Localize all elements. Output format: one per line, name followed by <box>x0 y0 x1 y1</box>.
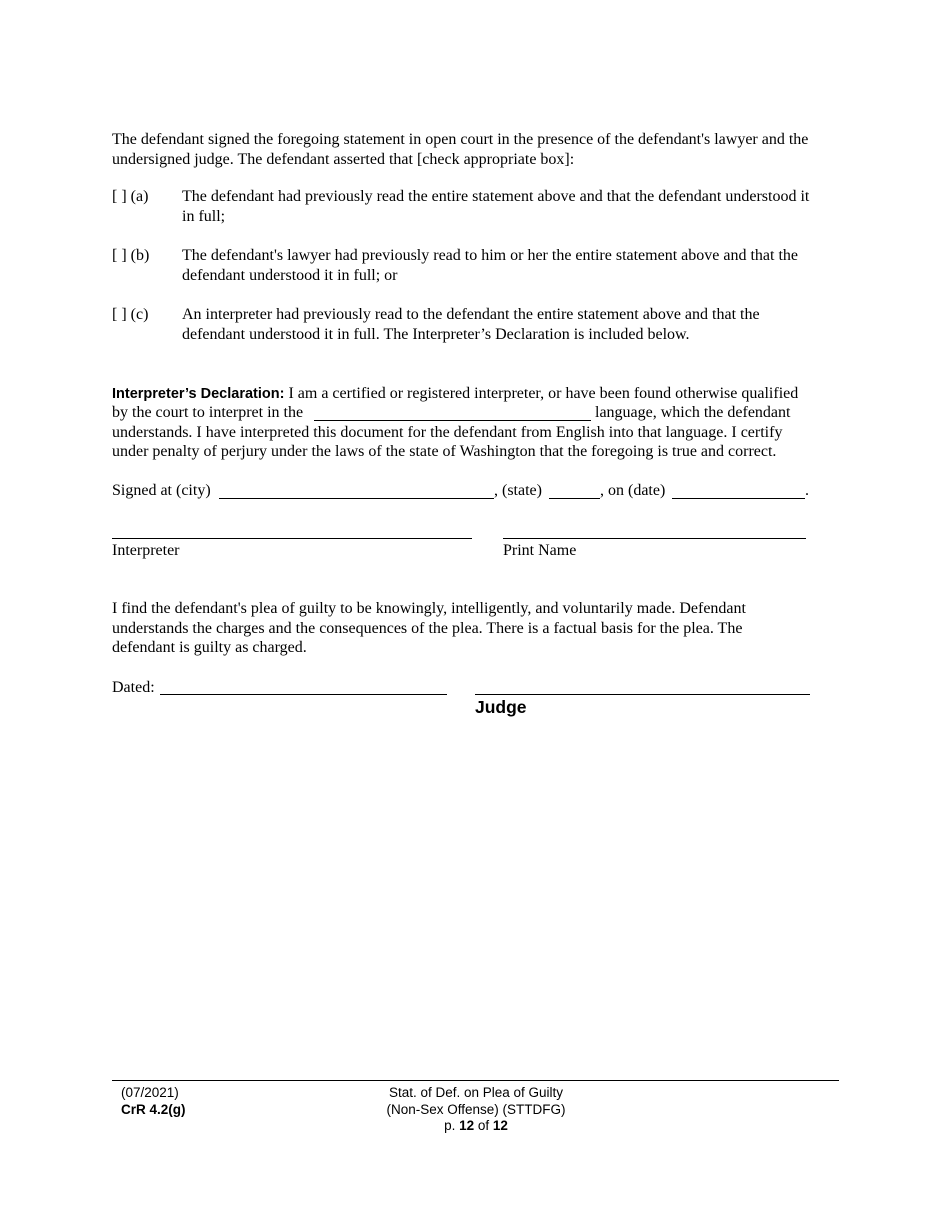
footer-page-number: p. 12 of 12 <box>444 1118 508 1133</box>
declaration-line-2-end: language, which the defendant <box>595 404 791 421</box>
declaration-line-3: understands. I have interpreted this document for the defendant from English into that language. I certify <box>112 424 783 441</box>
intro-line-1: The defendant signed the foregoing statement in open court in the presence of the defendant's lawyer and the <box>112 131 809 148</box>
interpreter-signature-line[interactable] <box>112 538 472 539</box>
footer-title-line-1: Stat. of Def. on Plea of Guilty <box>388 1085 564 1100</box>
option-b-text: The defendant's lawyer had previously read to him or her the entire statement above and that the defendant understood it in full; or <box>182 247 798 284</box>
print-name-line[interactable] <box>503 538 806 539</box>
print-name-label: Print Name <box>503 542 577 559</box>
footer-rule <box>112 1080 839 1081</box>
dated-label: Dated: <box>112 679 155 696</box>
intro-paragraph <box>112 130 808 169</box>
interpreter-label: Interpreter <box>112 542 180 559</box>
option-a-marker[interactable]: [ ] (a) <box>112 188 149 205</box>
footer-title-line-2: (Non-Sex Offense) (STTDFG) <box>386 1101 566 1117</box>
intro-line-2: undersigned judge. The defendant asserted that [check appropriate box]: <box>112 150 575 168</box>
footer-revision: (07/2021) <box>121 1085 179 1100</box>
finding-paragraph: I find the defendant's plea of guilty to be knowingly, intelligently, and voluntarily made. Defendant understands the charges and the consequences of the plea. There is a factual basis for the plea. The defendant is guilty as charged. <box>112 600 746 656</box>
declaration-line-2-start: by the court to interpret in the <box>112 404 304 421</box>
signed-city-label: Signed at (city) <box>112 482 211 499</box>
signed-state-label: , (state) <box>494 482 542 499</box>
dated-blank[interactable] <box>160 694 447 695</box>
footer-left <box>121 1085 186 1118</box>
option-c-text: An interpreter had previously read to the defendant the entire statement above and that the defendant understood it in full. The Interpreter’s Declaration is included below. <box>182 306 760 343</box>
date-blank[interactable] <box>672 498 805 499</box>
declaration-line-4: under penalty of perjury under the laws of the state of Washington that the foregoing is true and correct. <box>112 443 777 460</box>
judge-signature-line[interactable] <box>475 694 810 695</box>
option-c-marker[interactable]: [ ] (c) <box>112 306 149 323</box>
footer-center <box>326 1085 626 1135</box>
footer-rule-citation: CrR 4.2(g) <box>121 1101 186 1117</box>
declaration-heading: Interpreter’s Declaration: <box>112 386 285 402</box>
language-blank[interactable] <box>314 420 591 421</box>
state-blank[interactable] <box>549 498 600 499</box>
city-blank[interactable] <box>219 498 494 499</box>
option-a-text: The defendant had previously read the entire statement above and that the defendant understood it in full; <box>182 188 810 225</box>
judge-label: Judge <box>475 697 527 717</box>
option-b-marker[interactable]: [ ] (b) <box>112 247 150 264</box>
declaration-line-1: Interpreter’s Declaration: I am a certified or registered interpreter, or have been found otherwise qualified <box>112 385 799 402</box>
signed-period: . <box>805 482 809 499</box>
signed-date-label: , on (date) <box>600 482 666 499</box>
